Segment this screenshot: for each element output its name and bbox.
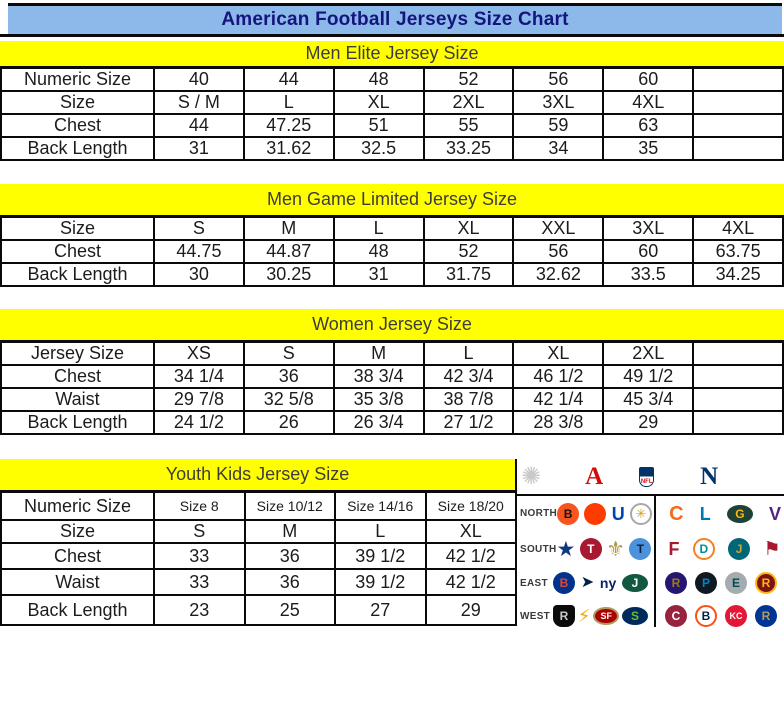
table-cell: 33.5 (604, 264, 694, 285)
team-logo-patriots: ➤ (580, 574, 595, 591)
table-row (0, 115, 784, 138)
team-logo-browns (584, 503, 606, 525)
row-label: Chest (2, 366, 155, 387)
table-cell: S / M (155, 92, 245, 113)
table-cell: 34 1/4 (155, 366, 245, 387)
table-cell: 33.25 (425, 138, 515, 159)
table-row (0, 218, 784, 241)
page-title: American Football Jerseys Size Chart (8, 3, 782, 34)
table-cell: 63.75 (694, 241, 784, 262)
team-logo-panthers: P (695, 572, 717, 594)
table-cell: 27 (336, 596, 427, 624)
table-cell: 38 3/4 (335, 366, 425, 387)
table-cell: L (335, 218, 425, 239)
nfc-west-teams (665, 605, 777, 627)
table-row (0, 596, 517, 626)
section-header-men-elite: Men Elite Jersey Size (0, 41, 784, 69)
table-cell: 42 1/2 (427, 570, 518, 594)
table-cell: 29 (604, 412, 694, 433)
table-cell (694, 343, 784, 364)
table-cell: 44 (155, 115, 245, 136)
team-logo-colts: U (611, 503, 625, 524)
bottom-row (0, 459, 784, 633)
table-cell: Size 8 (155, 493, 246, 519)
team-logo-rams: R (755, 605, 777, 627)
table-cell: 32.5 (335, 138, 425, 159)
afc-logo-icon: A (585, 463, 604, 490)
table-cell: 30 (155, 264, 245, 285)
table-cell: 55 (425, 115, 515, 136)
table-row (0, 138, 784, 161)
team-logo-bears: C (669, 502, 684, 525)
row-label: Back Length (2, 412, 155, 433)
table-cell: 27 1/2 (425, 412, 515, 433)
row-label: Chest (2, 115, 155, 136)
team-logo-cardinals: C (665, 605, 687, 627)
nfl-logo-panel (517, 459, 784, 633)
table-cell: 60 (604, 241, 694, 262)
nfc-north-teams (669, 504, 781, 524)
table-cell: 40 (155, 69, 245, 90)
section-header-women: Women Jersey Size (0, 309, 784, 343)
table-cell: 47.25 (245, 115, 335, 136)
table-cell: 31.62 (245, 138, 335, 159)
division-row-west (517, 599, 784, 633)
team-logo-chargers: ⚡ (577, 606, 591, 626)
row-label: Numeric Size (2, 493, 155, 519)
row-label: Back Length (2, 138, 155, 159)
team-logo-chiefs: KC (725, 605, 747, 627)
table-cell: 31 (335, 264, 425, 285)
table-row (0, 241, 784, 264)
table-cell: 31 (155, 138, 245, 159)
table-cell: 33 (155, 544, 246, 568)
row-label: Size (2, 521, 155, 542)
row-label: Numeric Size (2, 69, 155, 90)
table-cell: 30.25 (245, 264, 335, 285)
table-men-game-limited (0, 218, 784, 287)
table-cell: XS (155, 343, 245, 364)
table-cell: S (155, 218, 245, 239)
table-cell: 52 (425, 241, 515, 262)
afc-north-teams (557, 503, 652, 525)
starburst-icon: ✺ (521, 462, 542, 490)
table-cell (694, 412, 784, 433)
table-cell: Size 10/12 (246, 493, 337, 519)
table-cell: 25 (246, 596, 337, 624)
table-cell: M (246, 521, 337, 542)
table-cell: 26 (245, 412, 335, 433)
team-logo-49ers: SF (593, 607, 619, 625)
table-cell: S (155, 521, 246, 542)
table-row (0, 521, 517, 544)
team-logo-broncos: B (695, 605, 717, 627)
division-row-north (517, 496, 784, 531)
section-youth-kids (0, 459, 517, 626)
team-logo-redskins: R (755, 572, 777, 594)
table-row (0, 493, 517, 521)
table-cell: 35 3/8 (335, 389, 425, 410)
team-logo-saints: ⚜ (606, 537, 626, 561)
table-cell: 52 (425, 69, 515, 90)
division-label: EAST (520, 577, 548, 589)
table-cell: 56 (514, 69, 604, 90)
table-cell: 34 (514, 138, 604, 159)
table-cell: 4XL (604, 92, 694, 113)
table-cell (694, 69, 784, 90)
team-logo-vikings: V (769, 503, 782, 524)
table-cell: XL (514, 343, 604, 364)
table-cell: 34.25 (694, 264, 784, 285)
team-logo-texans: T (580, 538, 602, 560)
table-cell: 38 7/8 (425, 389, 515, 410)
table-cell: 2XL (604, 343, 694, 364)
table-cell: 33 (155, 570, 246, 594)
table-cell: 26 3/4 (335, 412, 425, 433)
team-logo-dolphins: D (693, 538, 715, 560)
size-chart-page (0, 3, 784, 633)
table-cell: 4XL (694, 218, 784, 239)
table-cell: S (245, 343, 335, 364)
row-label: Back Length (2, 264, 155, 285)
table-cell: 56 (514, 241, 604, 262)
table-cell (694, 138, 784, 159)
row-label: Chest (2, 544, 155, 568)
nfl-shield-label: NFL (640, 478, 653, 485)
division-label: SOUTH (520, 543, 557, 555)
logo-panel-header (517, 459, 784, 496)
table-cell: 29 7/8 (155, 389, 245, 410)
team-logo-lions: L (699, 503, 711, 524)
table-cell: 51 (335, 115, 425, 136)
table-cell: 35 (604, 138, 694, 159)
division-label: WEST (520, 610, 551, 622)
team-logo-titans: T (629, 538, 651, 560)
nfc-logo-icon: N (700, 463, 719, 490)
table-row (0, 544, 517, 570)
table-cell: 3XL (514, 92, 604, 113)
table-cell: 60 (604, 69, 694, 90)
table-row (0, 92, 784, 115)
conference-divider (654, 496, 656, 627)
section-header-youth-kids: Youth Kids Jersey Size (0, 459, 517, 493)
team-logo-packers: G (727, 505, 753, 523)
table-row (0, 264, 784, 287)
table-cell (694, 115, 784, 136)
table-cell: XL (425, 218, 515, 239)
table-men-elite (0, 69, 784, 161)
nfc-east-teams (665, 572, 777, 594)
row-label: Waist (2, 570, 155, 594)
table-row (0, 412, 784, 435)
table-row (0, 69, 784, 92)
table-cell: 59 (514, 115, 604, 136)
table-cell: XL (335, 92, 425, 113)
table-cell: L (425, 343, 515, 364)
table-women (0, 343, 784, 435)
row-label: Size (2, 92, 155, 113)
section-header-men-game-limited: Men Game Limited Jersey Size (0, 184, 784, 218)
table-cell: 36 (245, 366, 335, 387)
table-cell: 44.87 (245, 241, 335, 262)
table-cell: XL (427, 521, 518, 542)
team-logo-ravens: R (665, 572, 687, 594)
table-cell: 44.75 (155, 241, 245, 262)
table-row (0, 366, 784, 389)
table-cell: L (245, 92, 335, 113)
table-cell: Size 14/16 (336, 493, 427, 519)
table-row (0, 343, 784, 366)
section-women (0, 309, 784, 435)
table-cell: 2XL (425, 92, 515, 113)
row-label: Jersey Size (2, 343, 155, 364)
table-cell: 42 1/4 (514, 389, 604, 410)
table-cell: 48 (335, 69, 425, 90)
table-cell: 32 5/8 (245, 389, 335, 410)
table-cell: 44 (245, 69, 335, 90)
table-cell (694, 92, 784, 113)
table-cell (694, 366, 784, 387)
table-cell: 42 1/2 (427, 544, 518, 568)
row-label: Waist (2, 389, 155, 410)
table-cell: 63 (604, 115, 694, 136)
table-cell: 39 1/2 (336, 544, 427, 568)
table-cell: 28 3/8 (514, 412, 604, 433)
team-logo-jets: J (622, 574, 648, 592)
afc-south-teams (557, 538, 652, 560)
team-logo-giants: ny (599, 575, 617, 591)
table-cell (694, 389, 784, 410)
team-logo-steelers: ✳ (630, 503, 652, 525)
table-cell: 45 3/4 (604, 389, 694, 410)
nfc-south-teams (669, 538, 781, 560)
logo-grid (517, 496, 784, 633)
table-cell: 48 (335, 241, 425, 262)
division-row-south (517, 531, 784, 567)
team-logo-bengals: B (557, 503, 579, 525)
table-cell: M (245, 218, 335, 239)
table-cell: Size 18/20 (427, 493, 518, 519)
table-cell: 23 (155, 596, 246, 624)
team-logo-seahawks: S (622, 607, 648, 625)
table-cell: 36 (246, 544, 337, 568)
table-cell: 36 (246, 570, 337, 594)
row-label: Size (2, 218, 155, 239)
title-divider (0, 34, 784, 37)
team-logo-buccaneers: ⚑ (763, 538, 781, 560)
afc-east-teams (553, 572, 648, 594)
division-row-east (517, 567, 784, 599)
team-logo-eagles: E (725, 572, 747, 594)
team-logo-bills: B (553, 572, 575, 594)
nfl-shield-icon (639, 467, 654, 487)
table-youth-kids (0, 493, 517, 626)
division-label: NORTH (520, 508, 558, 519)
section-men-elite (0, 41, 784, 161)
team-logo-falcons: F (668, 539, 680, 559)
team-logo-cowboys: ★ (556, 537, 576, 561)
row-label: Chest (2, 241, 155, 262)
table-row (0, 570, 517, 596)
table-cell: 46 1/2 (514, 366, 604, 387)
team-logo-jaguars: J (728, 538, 750, 560)
table-cell: 3XL (604, 218, 694, 239)
table-cell: 24 1/2 (155, 412, 245, 433)
table-row (0, 389, 784, 412)
row-label: Back Length (2, 596, 155, 624)
table-cell: XXL (514, 218, 604, 239)
table-cell: 31.75 (425, 264, 515, 285)
table-cell: M (335, 343, 425, 364)
table-cell: 39 1/2 (336, 570, 427, 594)
table-cell: 32.62 (514, 264, 604, 285)
table-cell: 42 3/4 (425, 366, 515, 387)
afc-west-teams (553, 605, 648, 627)
table-cell: 49 1/2 (604, 366, 694, 387)
table-cell: 29 (427, 596, 518, 624)
section-men-game-limited (0, 184, 784, 287)
table-cell: L (336, 521, 427, 542)
team-logo-raiders: R (553, 605, 575, 627)
